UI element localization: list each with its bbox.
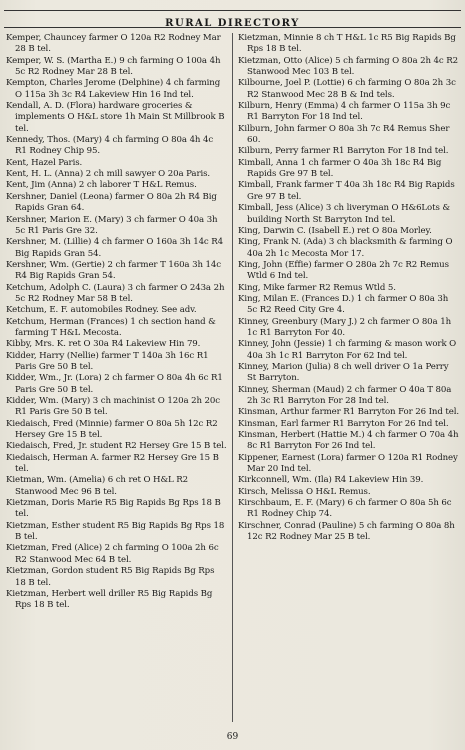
directory-entry: Kershner, Daniel (Leona) farmer O 80a 2h R4 Big Rapids Gran 64. xyxy=(6,191,217,214)
directory-entry: Ketchum, Herman (Frances) 1 ch section hand & farming T H&L Mecosta. xyxy=(6,316,216,338)
directory-entry: Kinney, Marion (Julia) 8 ch well driver O 1a Perry St Barryton. xyxy=(238,361,449,384)
directory-entry: Kietman, Wm. (Amelia) 6 ch ret O H&L R2 Stanwood Mec 96 B tel. xyxy=(6,475,188,497)
directory-entry: Kimball, Anna 1 ch farmer O 40a 3h 18c R4 Big Rapids Gre 97 B tel. xyxy=(238,157,442,180)
directory-entry: Kent, Jim (Anna) 2 ch laborer T H&L Remus. xyxy=(6,180,197,191)
directory-entry: Kiedaisch, Herman A. farmer R2 Hersey Gre 15 B tel. xyxy=(6,452,219,475)
directory-entry: Kirschbaum, E. F. (Mary) 6 ch farmer O 80a 5h 6c R1 Rodney Chip 74. xyxy=(238,498,452,520)
directory-entry: Kietzman, Doris Marie R5 Big Rapids Bg Rps 18 B tel. xyxy=(6,498,221,520)
directory-entry: King, Frank N. (Ada) 3 ch blacksmith & farming O 40a 2h 1c Mecosta Mor 17. xyxy=(238,237,453,259)
directory-entry: Kimball, Frank farmer T 40a 3h 18c R4 Big Rapids Gre 97 B tel. xyxy=(238,180,455,202)
directory-entry: Kemper, Chauncey farmer O 120a R2 Rodney Mar 28 B tel. xyxy=(6,33,221,55)
directory-entry: Kershner, Wm. (Gertie) 2 ch farmer T 160a 3h 14c R4 Big Rapids Gran 54. xyxy=(6,259,221,282)
page-number: 69 xyxy=(226,732,239,742)
directory-entry: Kershner, Marion E. (Mary) 3 ch farmer O 40a 3h 5c R1 Paris Gre 32. xyxy=(6,214,218,236)
directory-entry: Kinsman, Earl farmer R1 Barryton For 26 Ind tel. xyxy=(238,418,449,429)
directory-entry: Kershner, M. (Lillie) 4 ch farmer O 160a 3h 14c R4 Big Rapids Gran 54. xyxy=(6,237,224,259)
directory-entry: Kidder, Harry (Nellie) farmer T 140a 3h 16c R1 Paris Gre 50 B tel. xyxy=(6,350,209,372)
directory-entry: Kirschner, Conrad (Pauline) 5 ch farming O 80a 8h 12c R2 Rodney Mar 25 B tel. xyxy=(238,520,455,543)
directory-entry: Kilburn, Henry (Emma) 4 ch farmer O 115a 3h 9c R1 Barryton For 18 Ind tel. xyxy=(238,101,451,123)
directory-entry: Kinsman, Herbert (Hattie M.) 4 ch farmer O 70a 4h 8c R1 Barryton For 26 Ind tel. xyxy=(238,430,459,452)
directory-entry: Kibby, Mrs. K. ret O 30a R4 Lakeview Hin 79. xyxy=(6,339,201,350)
directory-entry: King, Darwin C. (Isabell E.) ret O 80a Morley. xyxy=(238,225,432,236)
directory-entry: Kietzman, Otto (Alice) 5 ch farming O 80a 2h 4c R2 Stanwood Mec 103 B tel. xyxy=(238,55,459,78)
page-title: RURAL DIRECTORY xyxy=(165,18,300,29)
directory-entry: Kirkconnell, Wm. (Ila) R4 Lakeview Hin 39. xyxy=(238,475,424,486)
directory-entry: Kempton, Charles Jerome (Delphine) 4 ch farming O 115a 3h 3c R4 Lakeview Hin 16 Ind tel. xyxy=(6,78,221,100)
directory-entry: Kennedy, Thos. (Mary) 4 ch farming O 80a 4h 4c R1 Rodney Chip 95. xyxy=(6,135,214,157)
directory-entry: Kendall, A. D. (Flora) hardware groceries & implements O H&L store 1h Main St Millbrook B tel. xyxy=(6,101,225,134)
directory-entry: Kiedaisch, Fred, Jr. student R2 Hersey Gre 15 B tel. xyxy=(6,441,227,452)
directory-entry: Kimball, Jess (Alice) 3 ch liveryman O H&6Lots & building North St Barryton Ind tel. xyxy=(238,203,450,225)
directory-entry: Kent, H. L. (Anna) 2 ch mill sawyer O 20a Paris. xyxy=(6,169,211,180)
page-header xyxy=(4,10,461,28)
directory-entry: King, Mike farmer R2 Remus Wtld 5. xyxy=(238,282,396,293)
directory-entry: Kilburn, John farmer O 80a 3h 7c R4 Remus Sher 60. xyxy=(238,123,450,146)
directory-columns xyxy=(6,33,459,722)
directory-entry: Kirsch, Melissa O H&L Remus. xyxy=(238,486,371,497)
directory-entry: Kidder, Wm., Jr. (Lora) 2 ch farmer O 80a 4h 6c R1 Paris Gre 50 B tel. xyxy=(6,373,223,395)
directory-entry: Kietzman, Herbert well driller R5 Big Rapids Bg Rps 18 B tel. xyxy=(6,588,213,611)
directory-entry: Kiedaisch, Fred (Minnie) farmer O 80a 5h 12c R2 Hersey Gre 15 B tel. xyxy=(6,418,218,441)
directory-entry: Kinney, John (Jessie) 1 ch farming & mason work O 40a 3h 1c R1 Barryton For 62 Ind tel. xyxy=(238,339,457,361)
directory-entry: Kippener, Earnest (Lora) farmer O 120a R1 Rodney Mar 20 Ind tel. xyxy=(238,452,458,475)
directory-entry: Kent, Hazel Paris. xyxy=(6,157,83,168)
directory-entry: Kinney, Greenbury (Mary J.) 2 ch farmer O 80a 1h 1c R1 Barryton For 40. xyxy=(238,316,452,338)
directory-entry: Kietzman, Minnie 8 ch T H&L 1c R5 Big Rapids Bg Rps 18 B tel. xyxy=(238,33,456,55)
directory-entry: Kinney, Sherman (Maud) 2 ch farmer O 40a T 80a 2h 3c R1 Barryton For 28 Ind tel. xyxy=(238,384,452,406)
left-column xyxy=(6,33,227,722)
directory-entry: King, John (Effie) farmer O 280a 2h 7c R2 Remus Wtld 6 Ind tel. xyxy=(238,259,449,282)
directory-entry: Ketchum, E. F. automobiles Rodney. See adv. xyxy=(6,305,197,316)
directory-entry: Kietzman, Fred (Alice) 2 ch farming O 100a 2h 6c R2 Stanwood Mec 64 B tel. xyxy=(6,543,219,565)
directory-entry: Kidder, Wm. (Mary) 3 ch machinist O 120a 2h 20c R1 Paris Gre 50 B tel. xyxy=(6,396,220,418)
directory-entry: Kietzman, Esther student R5 Big Rapids Bg Rps 18 B tel. xyxy=(6,520,225,543)
directory-entry: Kinsman, Arthur farmer R1 Barryton For 26 Ind tel. xyxy=(238,407,459,418)
directory-entry: Kietzman, Gordon student R5 Big Rapids Bg Rps 18 B tel. xyxy=(6,566,215,588)
column-divider xyxy=(232,33,233,722)
directory-entry: Kilburn, Perry farmer R1 Barryton For 18 Ind tel. xyxy=(238,146,449,157)
directory-entry: Kemper, W. S. (Martha E.) 9 ch farming O 100a 4h 5c R2 Rodney Mar 28 B tel. xyxy=(6,55,221,78)
directory-entry: Ketchum, Adolph C. (Laura) 3 ch farmer O 243a 2h 5c R2 Rodney Mar 58 B tel. xyxy=(6,282,225,304)
directory-entry: King, Milan E. (Frances D.) 1 ch farmer O 80a 3h 5c R2 Reed City Gre 4. xyxy=(238,293,449,316)
directory-entry: Kilbourne, Joel P. (Lottie) 6 ch farming O 80a 2h 3c R2 Stanwood Mec 28 B & Ind tels. xyxy=(238,78,456,100)
right-column xyxy=(238,33,459,722)
